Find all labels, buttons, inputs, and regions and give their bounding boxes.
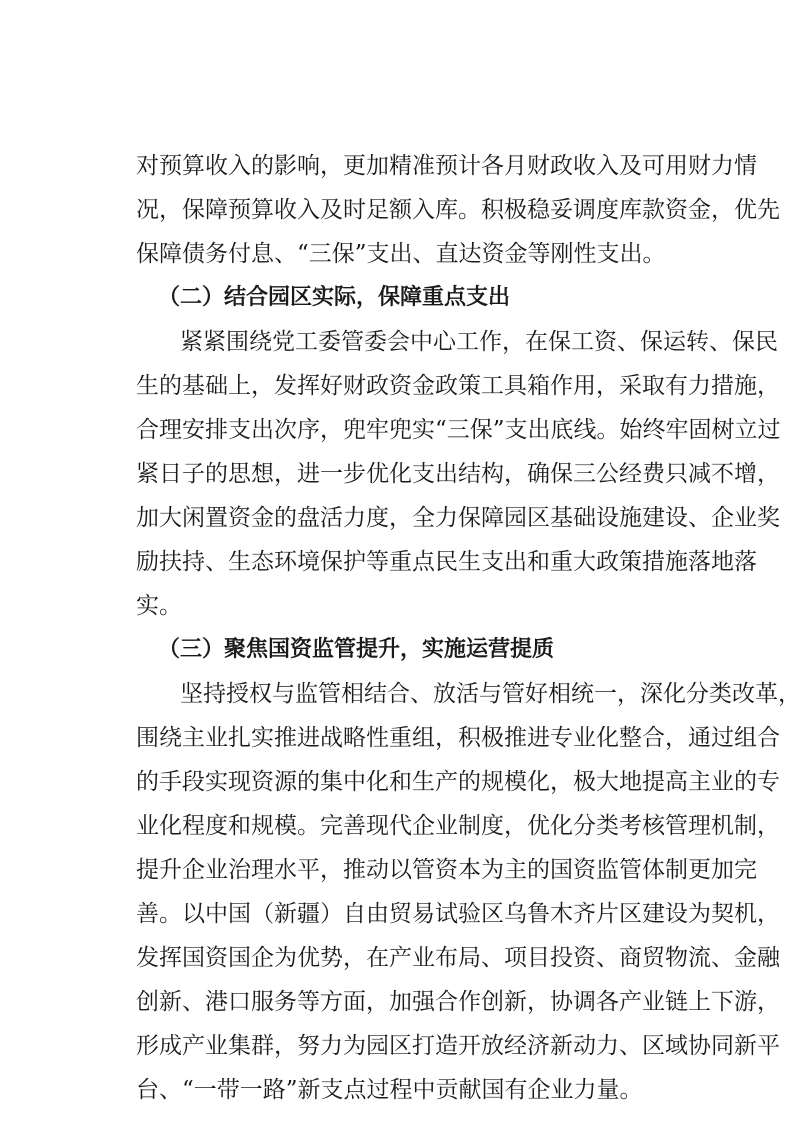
body-text-line: 合理安排支出次序，兜牢兜实“三保”支出底线。始终牢固树立过 bbox=[136, 417, 781, 443]
body-text-line: 励扶持、生态环境保护等重点民生支出和重大政策措施落地落 bbox=[136, 549, 757, 575]
body-text-line: 加大闲置资金的盘活力度，全力保障园区基础设施建设、企业奖 bbox=[136, 505, 780, 531]
body-text-line: 形成产业集群，努力为园区打造开放经济新动力、区域协同新平 bbox=[136, 1033, 780, 1059]
body-text-line: 围绕主业扎实推进战略性重组，积极推进专业化整合，通过组合 bbox=[136, 725, 780, 751]
body-text-line: 紧紧围绕党工委管委会中心工作，在保工资、保运转、保民 bbox=[180, 329, 778, 355]
body-text-line: 善。以中国（新疆）自由贸易试验区乌鲁木齐片区建设为契机， bbox=[136, 901, 780, 927]
body-text-line: 对预算收入的影响，更加精准预计各月财政收入及可用财力情 bbox=[136, 153, 757, 179]
body-text-line: 发挥国资国企为优势，在产业布局、项目投资、商贸物流、金融 bbox=[136, 945, 780, 971]
section-heading: （三）聚焦国资监管提升，实施运营提质 bbox=[158, 637, 555, 662]
body-text-line: 提升企业治理水平，推动以管资本为主的国资监管体制更加完 bbox=[136, 857, 757, 883]
body-text-line: 紧日子的思想，进一步优化支出结构，确保三公经费只减不增， bbox=[136, 461, 780, 487]
body-text-line: 保障债务付息、“三保”支出、直达资金等刚性支出。 bbox=[136, 241, 666, 267]
body-text-line: 业化程度和规模。完善现代企业制度，优化分类考核管理机制， bbox=[136, 813, 780, 839]
body-text-line: 坚持授权与监管相结合、放活与管好相统一，深化分类改革， bbox=[180, 681, 801, 707]
body-text-line: 创新、港口服务等方面，加强合作创新，协调各产业链上下游， bbox=[136, 989, 780, 1015]
body-text-line: 的手段实现资源的集中化和生产的规模化，极大地提高主业的专 bbox=[136, 769, 780, 795]
section-heading: （二）结合园区实际，保障重点支出 bbox=[158, 285, 511, 310]
body-text-line: 生的基础上，发挥好财政资金政策工具箱作用，采取有力措施， bbox=[136, 373, 780, 399]
body-text-line: 台、“一带一路”新支点过程中贡献国有企业力量。 bbox=[136, 1077, 643, 1103]
body-text-line: 况，保障预算收入及时足额入库。积极稳妥调度库款资金，优先 bbox=[136, 197, 780, 223]
body-text-line: 实。 bbox=[136, 593, 182, 619]
